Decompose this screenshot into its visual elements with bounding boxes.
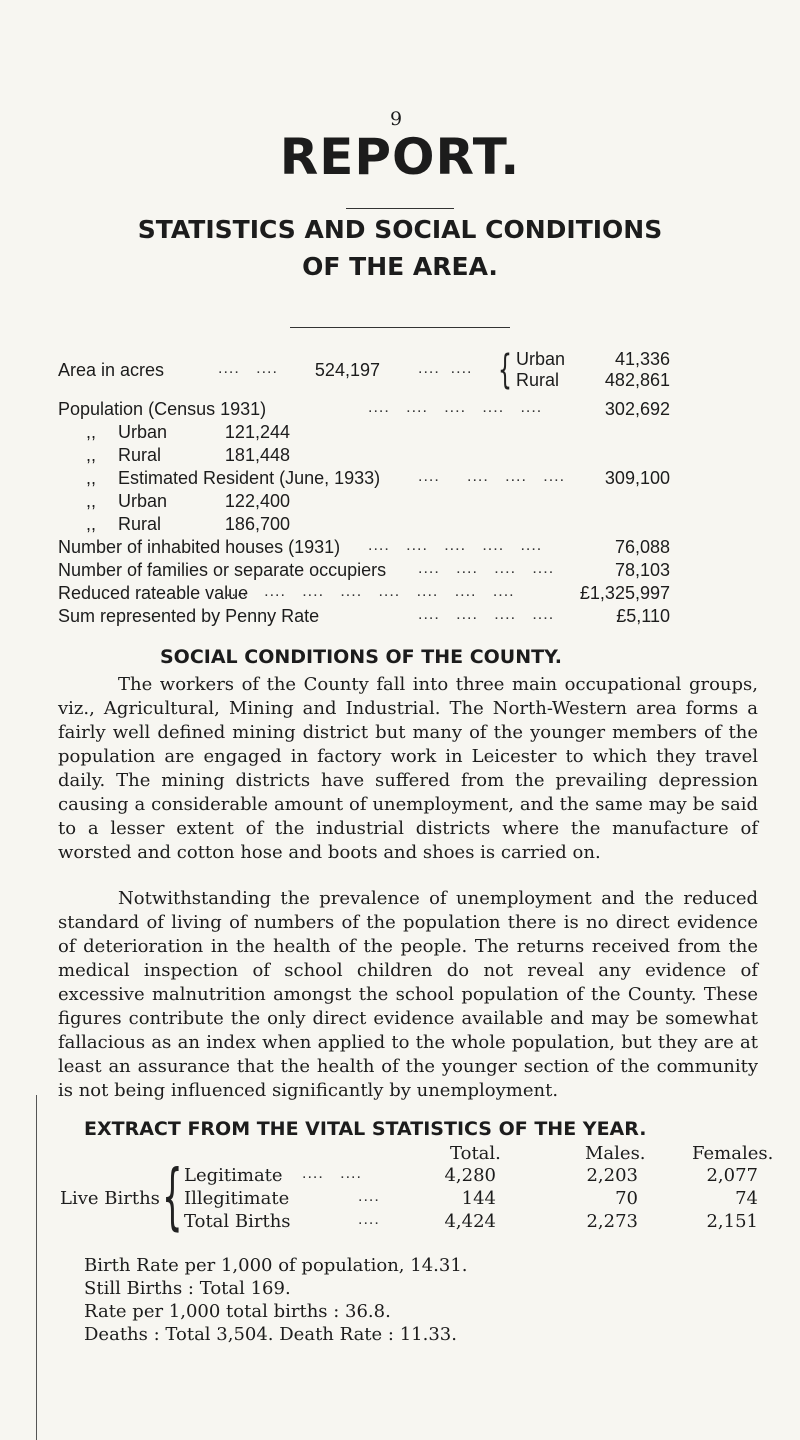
estimated-label: Estimated Resident (June, 1933) xyxy=(118,468,381,488)
area-rural-value: 482,861 xyxy=(604,370,670,390)
legitimate-females: 2,077 xyxy=(706,1165,758,1186)
live-births-label: Live Births xyxy=(60,1188,160,1209)
estimated-value: 309,100 xyxy=(604,468,670,488)
pop-rural-value: 181,448 xyxy=(224,445,290,465)
population-value: 302,692 xyxy=(604,399,670,419)
ditto-mark: ,, xyxy=(86,445,97,465)
area-rural-label: Rural xyxy=(516,370,560,390)
vital-statistics-heading: EXTRACT FROM THE VITAL STATISTICS OF THE YEAR. xyxy=(84,1118,647,1140)
houses-value: 76,088 xyxy=(614,537,670,557)
paragraph-health: Notwithstanding the prevalence of unemployment and the reduced standard of living of numbers of the population there is no direct evidence of deterioration in the health of the people. The returns received from the medical inspection of school children do not reveal any evidence of excessive malnutrition amongst the school population of the County. These figures contribute the only direct evidence available and may be somewhat fallacious as an index when applied to the whole population, but they are at least an assurance that the health of the younger section of the community is not being influenced significantly by unemployment. xyxy=(58,888,758,1101)
ditto-mark: ,, xyxy=(86,468,97,488)
est-urban-label: Urban xyxy=(118,491,168,511)
families-value: 78,103 xyxy=(614,560,670,580)
est-urban-value: 122,400 xyxy=(224,491,290,511)
leader-dots: .... .... xyxy=(302,1165,362,1182)
population-label: Population (Census 1931) xyxy=(58,399,267,419)
ditto-mark: ,, xyxy=(86,422,97,442)
illegitimate-males: 70 xyxy=(615,1188,638,1209)
area-label: Area in acres xyxy=(58,360,165,380)
leader-dots: .... .... .... .... xyxy=(418,560,555,577)
illegitimate-total: 144 xyxy=(461,1188,496,1209)
brace-icon: { xyxy=(162,1154,183,1238)
leader-dots: .... .... xyxy=(418,360,473,377)
total-births-males: 2,273 xyxy=(586,1211,638,1232)
ditto-mark: ,, xyxy=(86,514,97,534)
section-heading-line1: STATISTICS AND SOCIAL CONDITIONS xyxy=(137,215,663,244)
leader-dots: .... .... .... .... xyxy=(418,468,566,485)
est-rural-label: Rural xyxy=(118,514,162,534)
leader-dots: .... .... xyxy=(218,360,278,377)
leader-dots: .... .... .... .... .... .... .... .... xyxy=(226,583,515,600)
social-conditions-heading: SOCIAL CONDITIONS OF THE COUNTY. xyxy=(160,646,562,668)
ditto-mark: ,, xyxy=(86,491,97,511)
rateable-value: £1,325,997 xyxy=(579,583,670,603)
houses-label: Number of inhabited houses (1931) xyxy=(58,537,341,557)
still-births-note: Still Births : Total 169. xyxy=(84,1278,291,1299)
section-heading-line2: OF THE AREA. xyxy=(302,252,498,281)
title-rule xyxy=(346,208,454,209)
rateable-label: Reduced rateable value xyxy=(58,583,249,603)
column-males: Males. xyxy=(585,1143,646,1164)
report-title: REPORT. xyxy=(279,128,521,186)
row-label-illegitimate: Illegitimate xyxy=(184,1188,290,1209)
brace-icon: { xyxy=(498,347,512,393)
illegitimate-females: 74 xyxy=(735,1188,758,1209)
pop-urban-value: 121,244 xyxy=(224,422,290,442)
families-label: Number of families or separate occupiers xyxy=(58,560,387,580)
scan-edge-line xyxy=(36,1095,37,1440)
legitimate-males: 2,203 xyxy=(586,1165,638,1186)
pop-rural-label: Rural xyxy=(118,445,162,465)
area-value: 524,197 xyxy=(314,360,380,380)
leader-dots: .... xyxy=(358,1211,380,1228)
column-females: Females. xyxy=(692,1143,774,1164)
page-number: 9 xyxy=(390,108,403,130)
deaths-note: Deaths : Total 3,504. Death Rate : 11.33. xyxy=(84,1324,457,1345)
section-rule xyxy=(290,327,510,328)
area-urban-value: 41,336 xyxy=(614,349,670,369)
leader-dots: .... .... .... .... xyxy=(418,606,555,623)
penny-rate-value: £5,110 xyxy=(616,606,670,626)
birth-rate-note: Birth Rate per 1,000 of population, 14.31. xyxy=(84,1255,468,1276)
total-births-total: 4,424 xyxy=(444,1211,496,1232)
area-urban-label: Urban xyxy=(516,349,566,369)
legitimate-total: 4,280 xyxy=(444,1165,496,1186)
penny-rate-label: Sum represented by Penny Rate xyxy=(58,606,320,626)
leader-dots: .... .... .... .... .... xyxy=(368,399,543,416)
still-birth-rate-note: Rate per 1,000 total births : 36.8. xyxy=(84,1301,391,1322)
paragraph-occupations: The workers of the County fall into three main occupational groups, viz., Agricultural, Mining and Industrial. The North-Western area forms a fairly well defined mining district but many of the younger members of the population are engaged in factory work in Leicester to which they travel daily. The mining districts have suffered from the prevailing depression causing a considerable amount of unemployment, and the same may be said to a lesser extent of the industrial districts where the manufacture of worsted and cotton hose and boots and shoes is carried on. xyxy=(58,674,758,863)
est-rural-value: 186,700 xyxy=(224,514,290,534)
row-label-total-births: Total Births xyxy=(184,1211,291,1232)
row-label-legitimate: Legitimate xyxy=(184,1165,283,1186)
total-births-females: 2,151 xyxy=(706,1211,758,1232)
pop-urban-label: Urban xyxy=(118,422,168,442)
leader-dots: .... xyxy=(358,1188,380,1205)
column-total: Total. xyxy=(450,1143,501,1164)
leader-dots: .... .... .... .... .... xyxy=(368,537,543,554)
